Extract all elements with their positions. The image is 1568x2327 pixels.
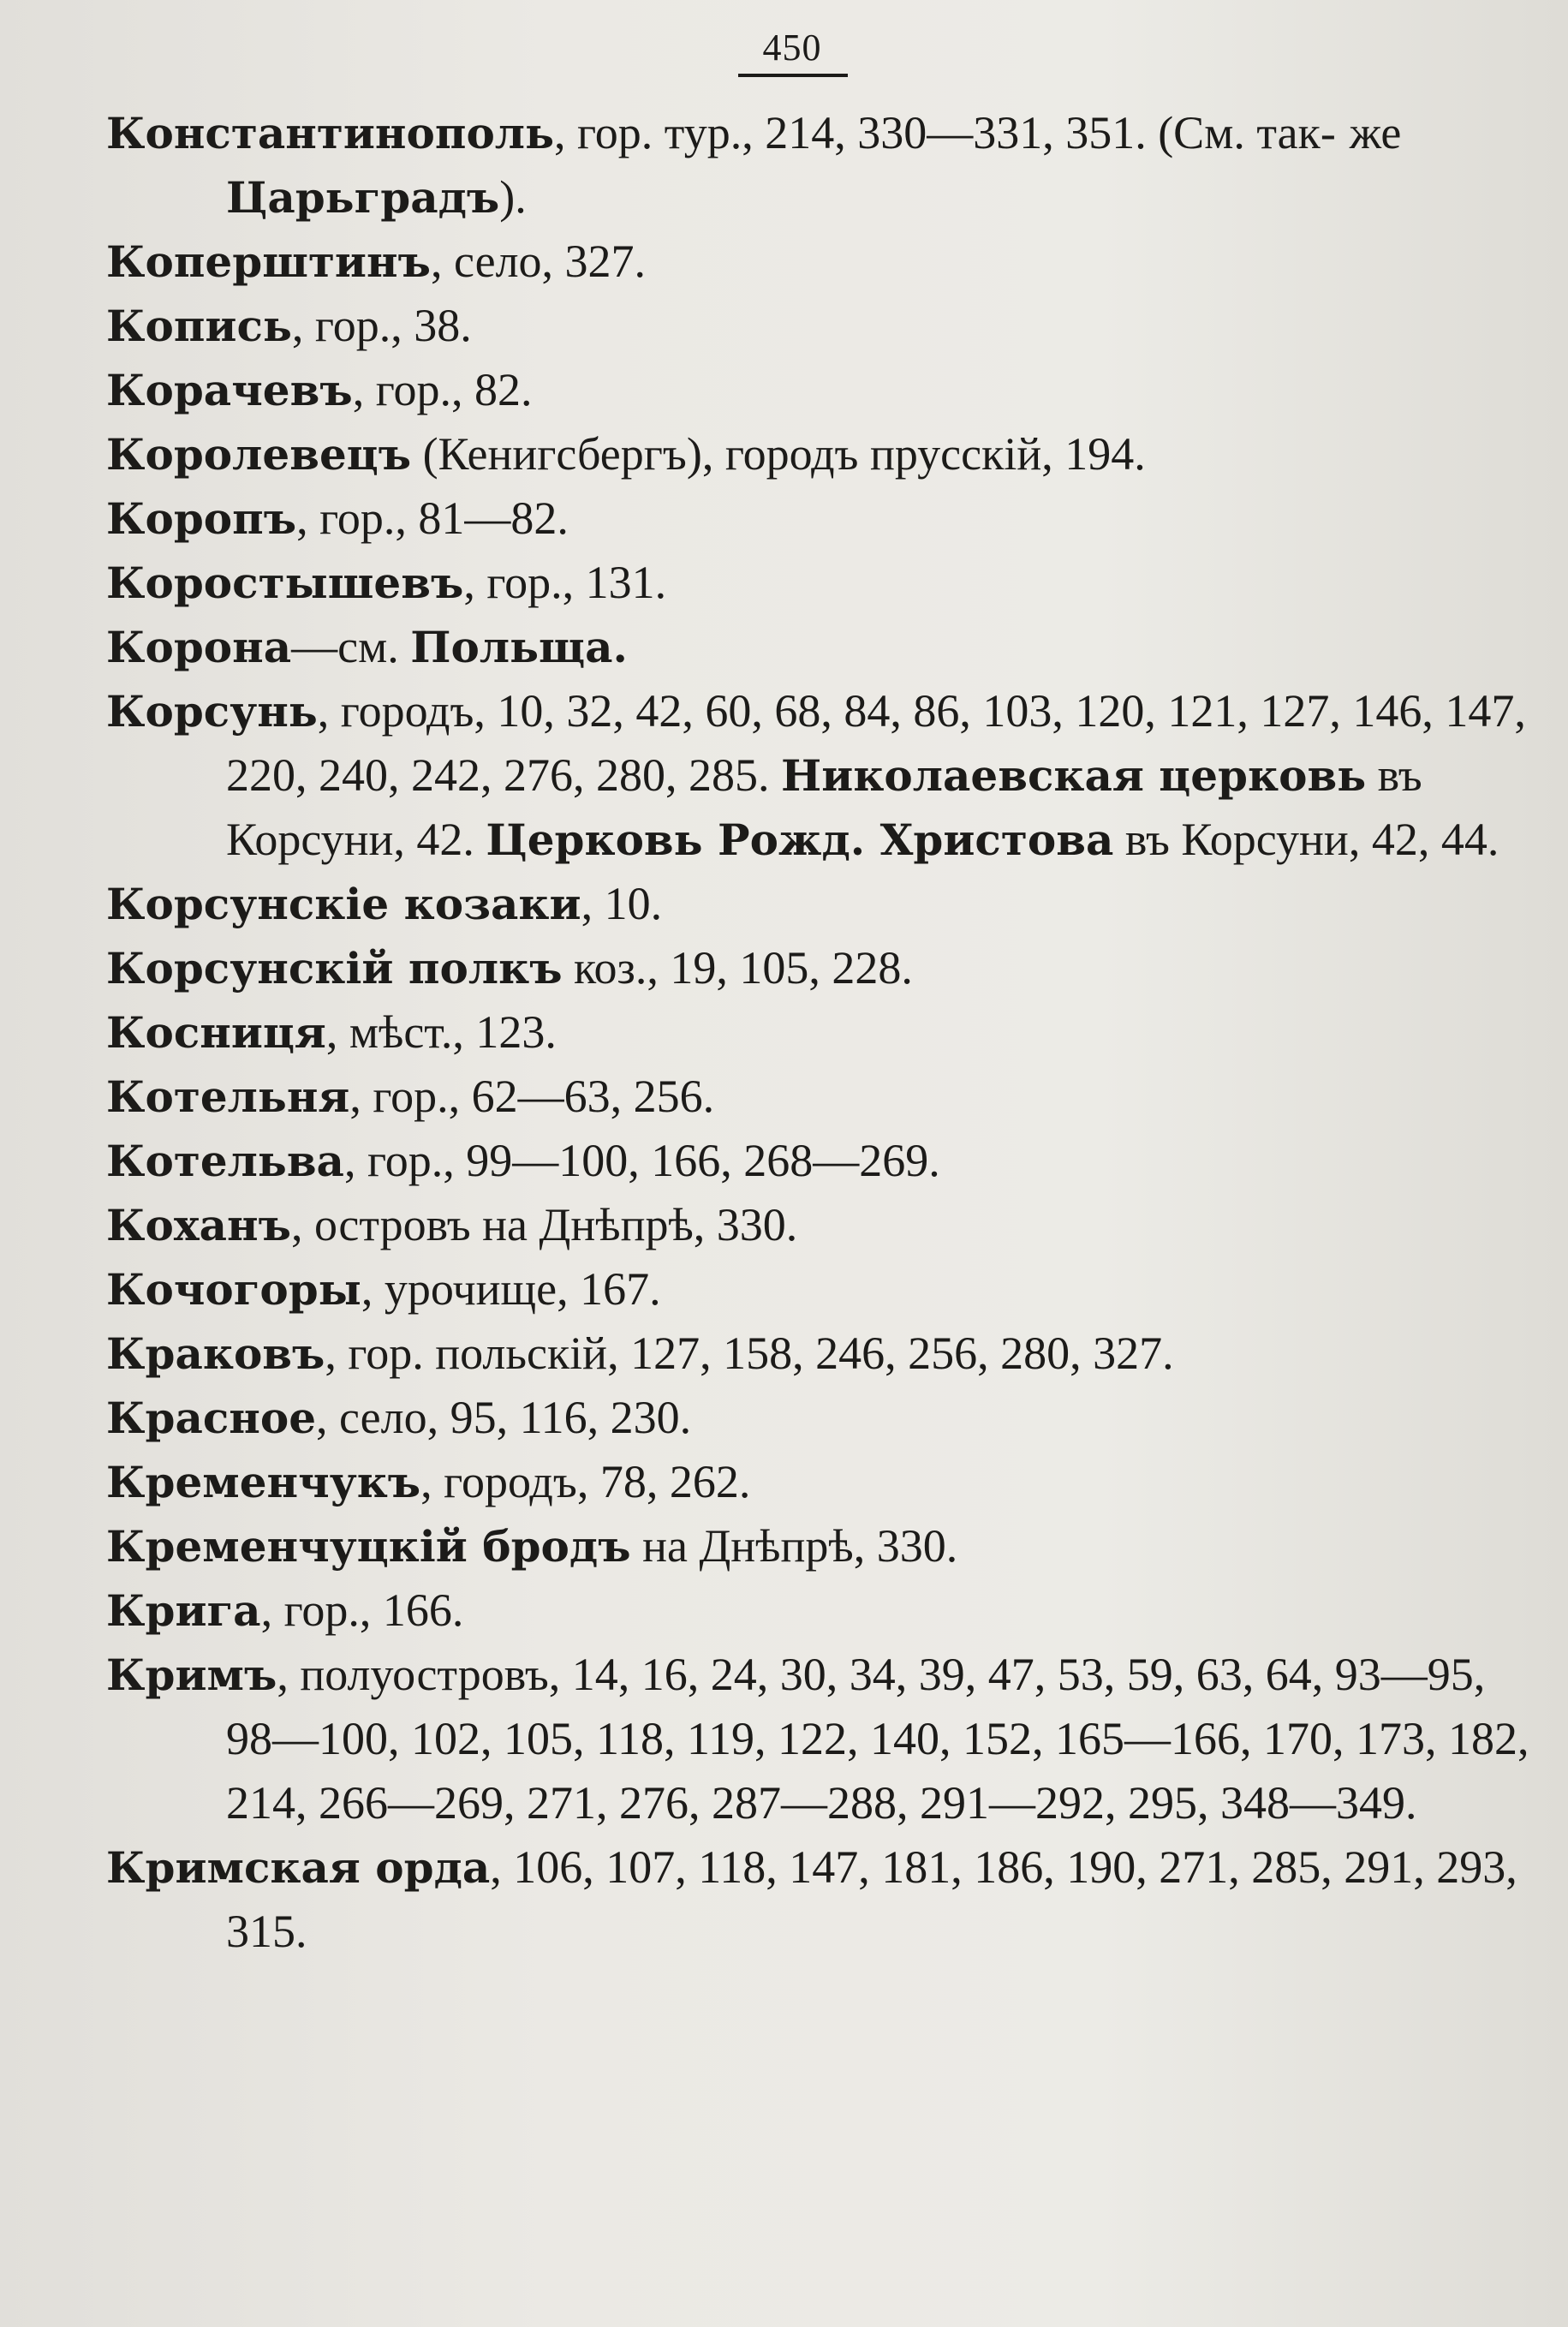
page-number: 450 [762,27,822,69]
entry-term: Константинополь [106,108,554,158]
index-entry [106,358,1533,422]
entry-term: Крига [106,1585,261,1636]
entry-term: Краковъ [106,1328,325,1379]
index-entry [106,679,1533,872]
entry-desc: , мѣст., 123. [325,1006,557,1058]
index-entry [106,294,1533,358]
entry-term: Корсунскій полкъ [106,943,563,993]
entry-cont: же [1349,107,1402,158]
entry-term: Кременчукъ [106,1457,421,1507]
entry-cont: ). [499,171,527,223]
entry-term: Кочогоры [106,1264,361,1315]
entry-desc: , гор. польскій, 127, 158, 246, 256, 280, 327. [325,1328,1174,1379]
entry-cont-bold: Царьградъ [226,172,500,223]
entry-term: Кримская орда [106,1842,491,1893]
index-entry [106,1129,1533,1193]
entry-desc: , гор., 82. [352,364,533,415]
index-entry [106,1643,1533,1835]
index-entry [106,1450,1533,1514]
entry-term: Косниця [106,1007,326,1058]
entry-term: Королевецъ [106,429,412,480]
index-entry [106,1000,1533,1065]
entry-desc: , 10. [581,878,663,929]
entry-term: Котельва [106,1136,344,1186]
index-entry [106,1322,1533,1386]
index-entry [106,1514,1533,1578]
entry-desc: , гор., 99—100, 166, 268—269. [343,1135,940,1186]
index-entry [106,872,1533,936]
index-entry [106,1193,1533,1257]
index-entries [106,101,1533,1964]
entry-term: Копись [106,301,292,351]
entry-term: Корсунь [106,686,318,737]
index-entry [106,1257,1533,1322]
entry-term: Котельня [106,1071,350,1122]
index-entry [106,486,1533,551]
entry-desc: коз., 19, 105, 228. [562,942,913,993]
entry-cont-bold: Церковь Рожд. Христова [486,814,1114,865]
entry-term: Коростышевъ [106,558,464,608]
entry-desc: , гор., 38. [291,300,472,351]
entry-term: Корачевъ [106,365,353,415]
entry-desc: , гор., 166. [260,1584,464,1636]
entry-desc: , село, 95, 116, 230. [316,1392,692,1443]
entry-desc: , урочище, 167. [361,1263,661,1315]
entry-desc: , гор., 81—82. [296,492,569,544]
index-entry [106,1065,1533,1129]
entry-desc: , городъ, 78, 262. [420,1456,751,1507]
index-entry [106,1578,1533,1643]
entry-term: Кримъ [106,1650,277,1700]
entry-cont: въ Корсуни, 42. [226,749,1422,865]
entry-term: Коханъ [106,1200,291,1250]
entry-term: Корона [106,622,292,672]
entry-desc: , гор., 62—63, 256. [349,1071,715,1122]
entry-desc: , гор., 131. [463,557,667,608]
entry-desc: , островъ на Днѣпрѣ, 330. [291,1199,798,1250]
index-entry [106,101,1533,230]
entry-term: Коропъ [106,493,297,544]
entry-cont-bold: Николаевская церковь [781,750,1367,801]
entry-desc: —см. [291,621,411,672]
entry-cont: въ Корсуни, 42, 44. [1113,814,1499,865]
index-entry [106,422,1533,486]
entry-term: Кременчуцкій бродъ [106,1521,631,1572]
entry-term: Красное [106,1393,317,1443]
entry-desc: , село, 327. [430,236,647,287]
entry-term: Корсунскіе козаки [106,879,581,929]
entry-cont-bold: Польща. [410,622,628,672]
entry-desc: , городъ, 10, 32, 42, 60, 68, 84, 86, 103, 120, 121, 127, 146, 147, 220, 240, 242, 276, 280, 285. [226,685,1526,801]
page-number-rule [738,74,848,77]
entry-desc: , полуостровъ, 14, 16, 24, 30, 34, 39, 47, 53, 59, 63, 64, 93—95, 98—100, 102, 105, 118, 119, 122, 140, 152, 165—166, 170, 173, 182, 214, 266—269, 271, 276, 287—288, 291—292, 295, 348—349. [226,1649,1529,1829]
index-entry [106,1386,1533,1450]
entry-desc: , 106, 107, 118, 147, 181, 186, 190, 271, 285, 291, 293, 315. [226,1841,1517,1957]
index-entry [106,551,1533,615]
entry-desc: (Кенигсбергъ), городъ прусскій, 194. [411,428,1146,480]
index-entry [106,615,1533,679]
entry-desc: , гор. тур., 214, 330—331, 351. (См. так- [554,107,1336,158]
entry-desc: на Днѣпрѣ, 330. [630,1520,958,1572]
index-entry [106,230,1533,294]
entry-term: Коперштинъ [106,236,431,287]
index-entry [106,1835,1533,1964]
index-entry [106,936,1533,1000]
